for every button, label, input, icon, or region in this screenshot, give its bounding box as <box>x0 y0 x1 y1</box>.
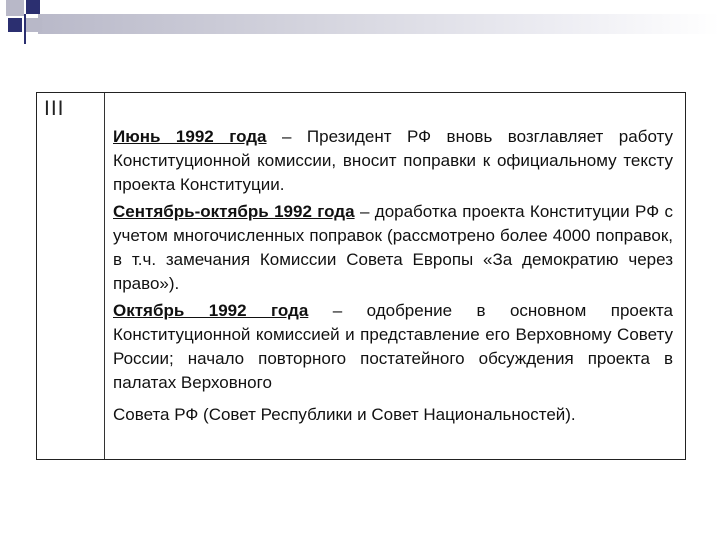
deco-vertical-line <box>24 14 26 44</box>
header-gradient-bar <box>38 14 720 34</box>
text-column <box>113 125 673 430</box>
deco-square-3 <box>8 18 22 32</box>
entry-date: Сентябрь-октябрь 1992 года <box>113 202 355 221</box>
entry-date: Октябрь 1992 года <box>113 301 309 320</box>
row-number: III <box>44 97 65 120</box>
deco-square-4 <box>26 18 42 32</box>
header-decoration <box>0 0 720 40</box>
entry-date: Июнь 1992 года <box>113 127 267 146</box>
entry-text: – Президент РФ вновь возглавляет работу Конституционной комиссии, вносит поправки к официальному тексту проекта Конституции. <box>113 127 674 194</box>
number-column <box>37 93 105 459</box>
entry-text: – доработка проекта Конституции РФ с учетом многочисленных поправок (рассмотрено более 4000 поправок, в т.ч. замечания Комиссии Совета Европы «За демократию через право»). <box>113 202 673 293</box>
entry-final-line: Совета РФ (Совет Республики и Совет Национальностей). <box>113 405 576 424</box>
entry-text: – одобрение в основном проекта Конституционной комиссией и представление его Верховному Совету России; начало повторного постатейного обсуждения проекта в палатах Верховного <box>113 301 674 392</box>
deco-square-2 <box>26 0 40 14</box>
entry-sept-oct-1992 <box>113 200 673 296</box>
content-table <box>36 92 686 460</box>
entry-june-1992 <box>113 125 673 197</box>
entry-oct-1992 <box>113 299 673 395</box>
deco-square-1 <box>6 0 24 16</box>
